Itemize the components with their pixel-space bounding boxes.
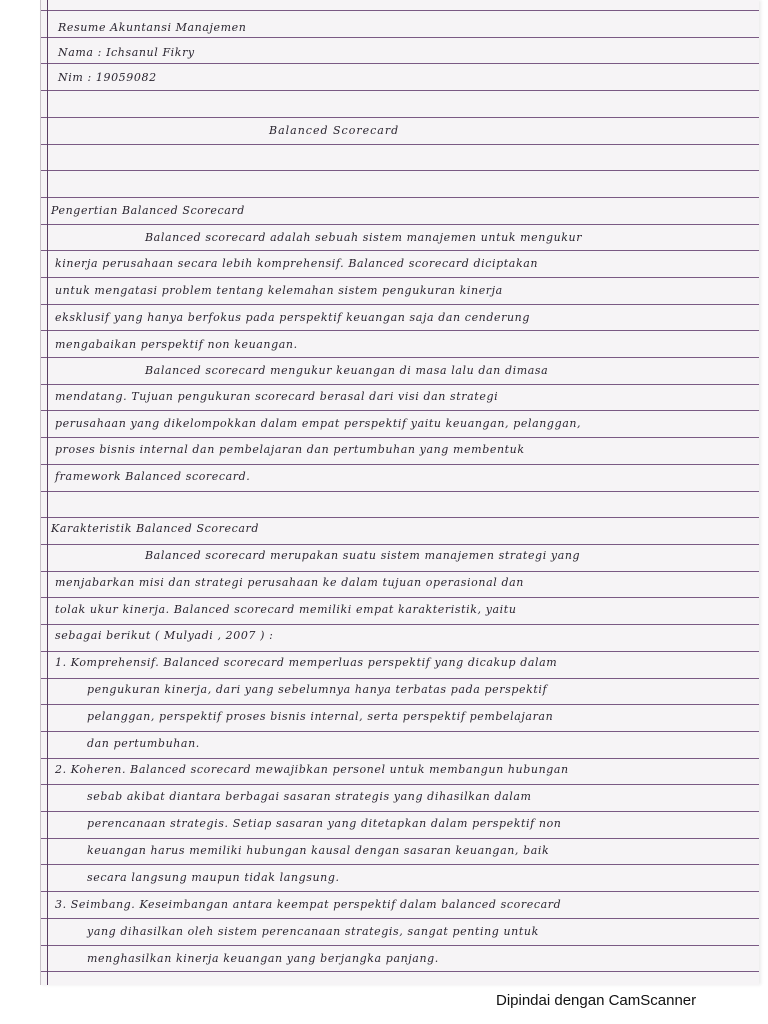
paragraph-line: framework Balanced scorecard. bbox=[55, 470, 251, 483]
ruled-line bbox=[41, 945, 759, 946]
ruled-line bbox=[41, 37, 759, 38]
ruled-line bbox=[41, 144, 759, 145]
ruled-line bbox=[41, 678, 759, 679]
ruled-line bbox=[41, 491, 759, 492]
ruled-line bbox=[41, 90, 759, 91]
paragraph-line: kinerja perusahaan secara lebih komprehensif. Balanced scorecard diciptakan bbox=[55, 257, 539, 270]
ruled-line bbox=[41, 811, 759, 812]
ruled-line bbox=[41, 10, 759, 11]
paragraph-line: mendatang. Tujuan pengukuran scorecard berasal dari visi dan strategi bbox=[55, 390, 499, 403]
list-item: 1. Komprehensif. Balanced scorecard memperluas perspektif yang dicakup dalam bbox=[55, 656, 558, 669]
paragraph-line: yang dihasilkan oleh sistem perencanaan strategis, sangat penting untuk bbox=[87, 925, 539, 938]
ruled-line bbox=[41, 277, 759, 278]
ruled-line bbox=[41, 864, 759, 865]
ruled-line bbox=[41, 758, 759, 759]
paragraph-line: Balanced scorecard adalah sebuah sistem manajemen untuk mengukur bbox=[145, 231, 583, 244]
section-heading-karakteristik: Karakteristik Balanced Scorecard bbox=[51, 522, 260, 535]
ruled-line bbox=[41, 571, 759, 572]
paragraph-line: dan pertumbuhan. bbox=[87, 737, 200, 750]
ruled-line bbox=[41, 437, 759, 438]
ruled-line bbox=[41, 357, 759, 358]
ruled-line bbox=[41, 624, 759, 625]
ruled-line bbox=[41, 63, 759, 64]
ruled-line bbox=[41, 410, 759, 411]
document-title: Balanced Scorecard bbox=[269, 124, 400, 137]
paragraph-line: keuangan harus memiliki hubungan kausal dengan sasaran keuangan, baik bbox=[87, 844, 550, 857]
paragraph-line: untuk mengatasi problem tentang kelemahan sistem pengukuran kinerja bbox=[55, 284, 503, 297]
list-item: 3. Seimbang. Keseimbangan antara keempat perspektif dalam balanced scorecard bbox=[55, 898, 562, 911]
paragraph-line: menghasilkan kinerja keuangan yang berjangka panjang. bbox=[87, 952, 439, 965]
section-heading-pengertian: Pengertian Balanced Scorecard bbox=[51, 204, 245, 217]
ruled-line bbox=[41, 731, 759, 732]
ruled-line bbox=[41, 784, 759, 785]
ruled-line bbox=[41, 464, 759, 465]
paragraph-line: pengukuran kinerja, dari yang sebelumnya hanya terbatas pada perspektif bbox=[87, 683, 548, 696]
paragraph-line: eksklusif yang hanya berfokus pada perspektif keuangan saja dan cenderung bbox=[55, 311, 530, 324]
paragraph-line: secara langsung maupun tidak langsung. bbox=[87, 871, 340, 884]
paragraph-line: Balanced scorecard merupakan suatu sistem manajemen strategi yang bbox=[145, 549, 581, 562]
ruled-line bbox=[41, 597, 759, 598]
paragraph-line: sebagai berikut ( Mulyadi , 2007 ) : bbox=[55, 629, 274, 642]
paragraph-line: Balanced scorecard mengukur keuangan di masa lalu dan dimasa bbox=[145, 364, 549, 377]
name-line: Nama : Ichsanul Fikry bbox=[58, 46, 195, 59]
ruled-line bbox=[41, 197, 759, 198]
ruled-line bbox=[41, 384, 759, 385]
list-item: 2. Koheren. Balanced scorecard mewajibkan personel untuk membangun hubungan bbox=[55, 763, 569, 776]
paragraph-line: proses bisnis internal dan pembelajaran dan pertumbuhan yang membentuk bbox=[55, 443, 525, 456]
ruled-line bbox=[41, 704, 759, 705]
paragraph-line: tolak ukur kinerja. Balanced scorecard memiliki empat karakteristik, yaitu bbox=[55, 603, 517, 616]
paragraph-line: menjabarkan misi dan strategi perusahaan ke dalam tujuan operasional dan bbox=[55, 576, 524, 589]
paragraph-line: perencanaan strategis. Setiap sasaran yang ditetapkan dalam perspektif non bbox=[87, 817, 562, 830]
ruled-line bbox=[41, 971, 759, 972]
paragraph-line: mengabaikan perspektif non keuangan. bbox=[55, 338, 298, 351]
ruled-line bbox=[41, 544, 759, 545]
ruled-line bbox=[41, 838, 759, 839]
ruled-line bbox=[41, 330, 759, 331]
ruled-line bbox=[41, 651, 759, 652]
ruled-line bbox=[41, 304, 759, 305]
ruled-line bbox=[41, 918, 759, 919]
paragraph-line: sebab akibat diantara berbagai sasaran strategis yang dihasilkan dalam bbox=[87, 790, 532, 803]
paragraph-line: pelanggan, perspektif proses bisnis internal, serta perspektif pembelajaran bbox=[87, 710, 554, 723]
scanner-watermark: Dipindai dengan CamScanner bbox=[496, 992, 697, 1009]
ruled-line bbox=[41, 250, 759, 251]
nim-line: Nim : 19059082 bbox=[58, 71, 157, 84]
ruled-line bbox=[41, 117, 759, 118]
paragraph-line: perusahaan yang dikelompokkan dalam empat perspektif yaitu keuangan, pelanggan, bbox=[55, 417, 582, 430]
ruled-line bbox=[41, 891, 759, 892]
notebook-page bbox=[40, 0, 759, 985]
page-header-title: Resume Akuntansi Manajemen bbox=[58, 21, 247, 34]
ruled-line bbox=[41, 517, 759, 518]
ruled-line bbox=[41, 170, 759, 171]
ruled-line bbox=[41, 224, 759, 225]
margin-line bbox=[47, 0, 48, 985]
